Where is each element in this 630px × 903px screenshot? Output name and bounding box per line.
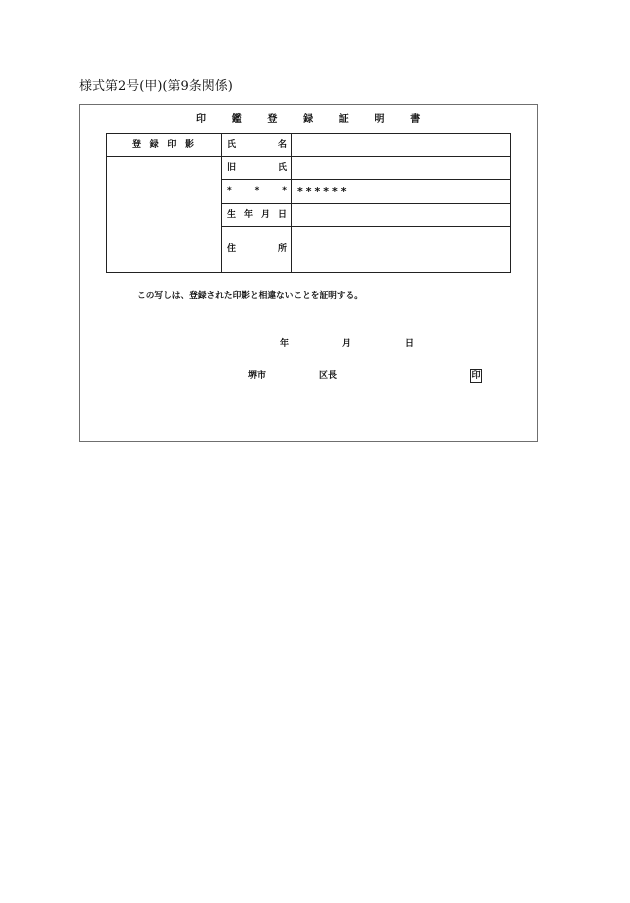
name-value [292,134,511,157]
form-number: 様式第2号(甲)(第9条関係) [79,79,233,94]
date-month-label: 月 [342,339,352,349]
name-label: 氏名 [222,134,292,157]
birthdate-label: 生年月日 [222,204,292,227]
table-row-former-name [107,157,511,180]
registration-table [106,133,511,273]
seal-impression-header: 登録印影 [107,134,222,157]
date-day-label: 日 [405,339,415,349]
table-row-name [107,134,511,157]
address-label: 住所 [222,227,292,273]
address-value [292,227,511,273]
former-name-label: 旧氏 [222,157,292,180]
birthdate-value [292,204,511,227]
certificate-title: 印鑑登録証明書 [196,114,446,125]
issuer-ward-head: 区長 [319,371,338,381]
issuer-city: 堺市 [248,371,267,381]
official-seal-mark: 印 [471,371,481,381]
former-name-value [292,157,511,180]
seal-impression-area [107,157,222,273]
masked-value: ****** [292,180,511,204]
certification-statement: この写しは、登録された印影と相違ないことを証明する。 [137,291,363,301]
date-year-label: 年 [280,339,290,349]
masked-label: * * * [222,180,292,204]
